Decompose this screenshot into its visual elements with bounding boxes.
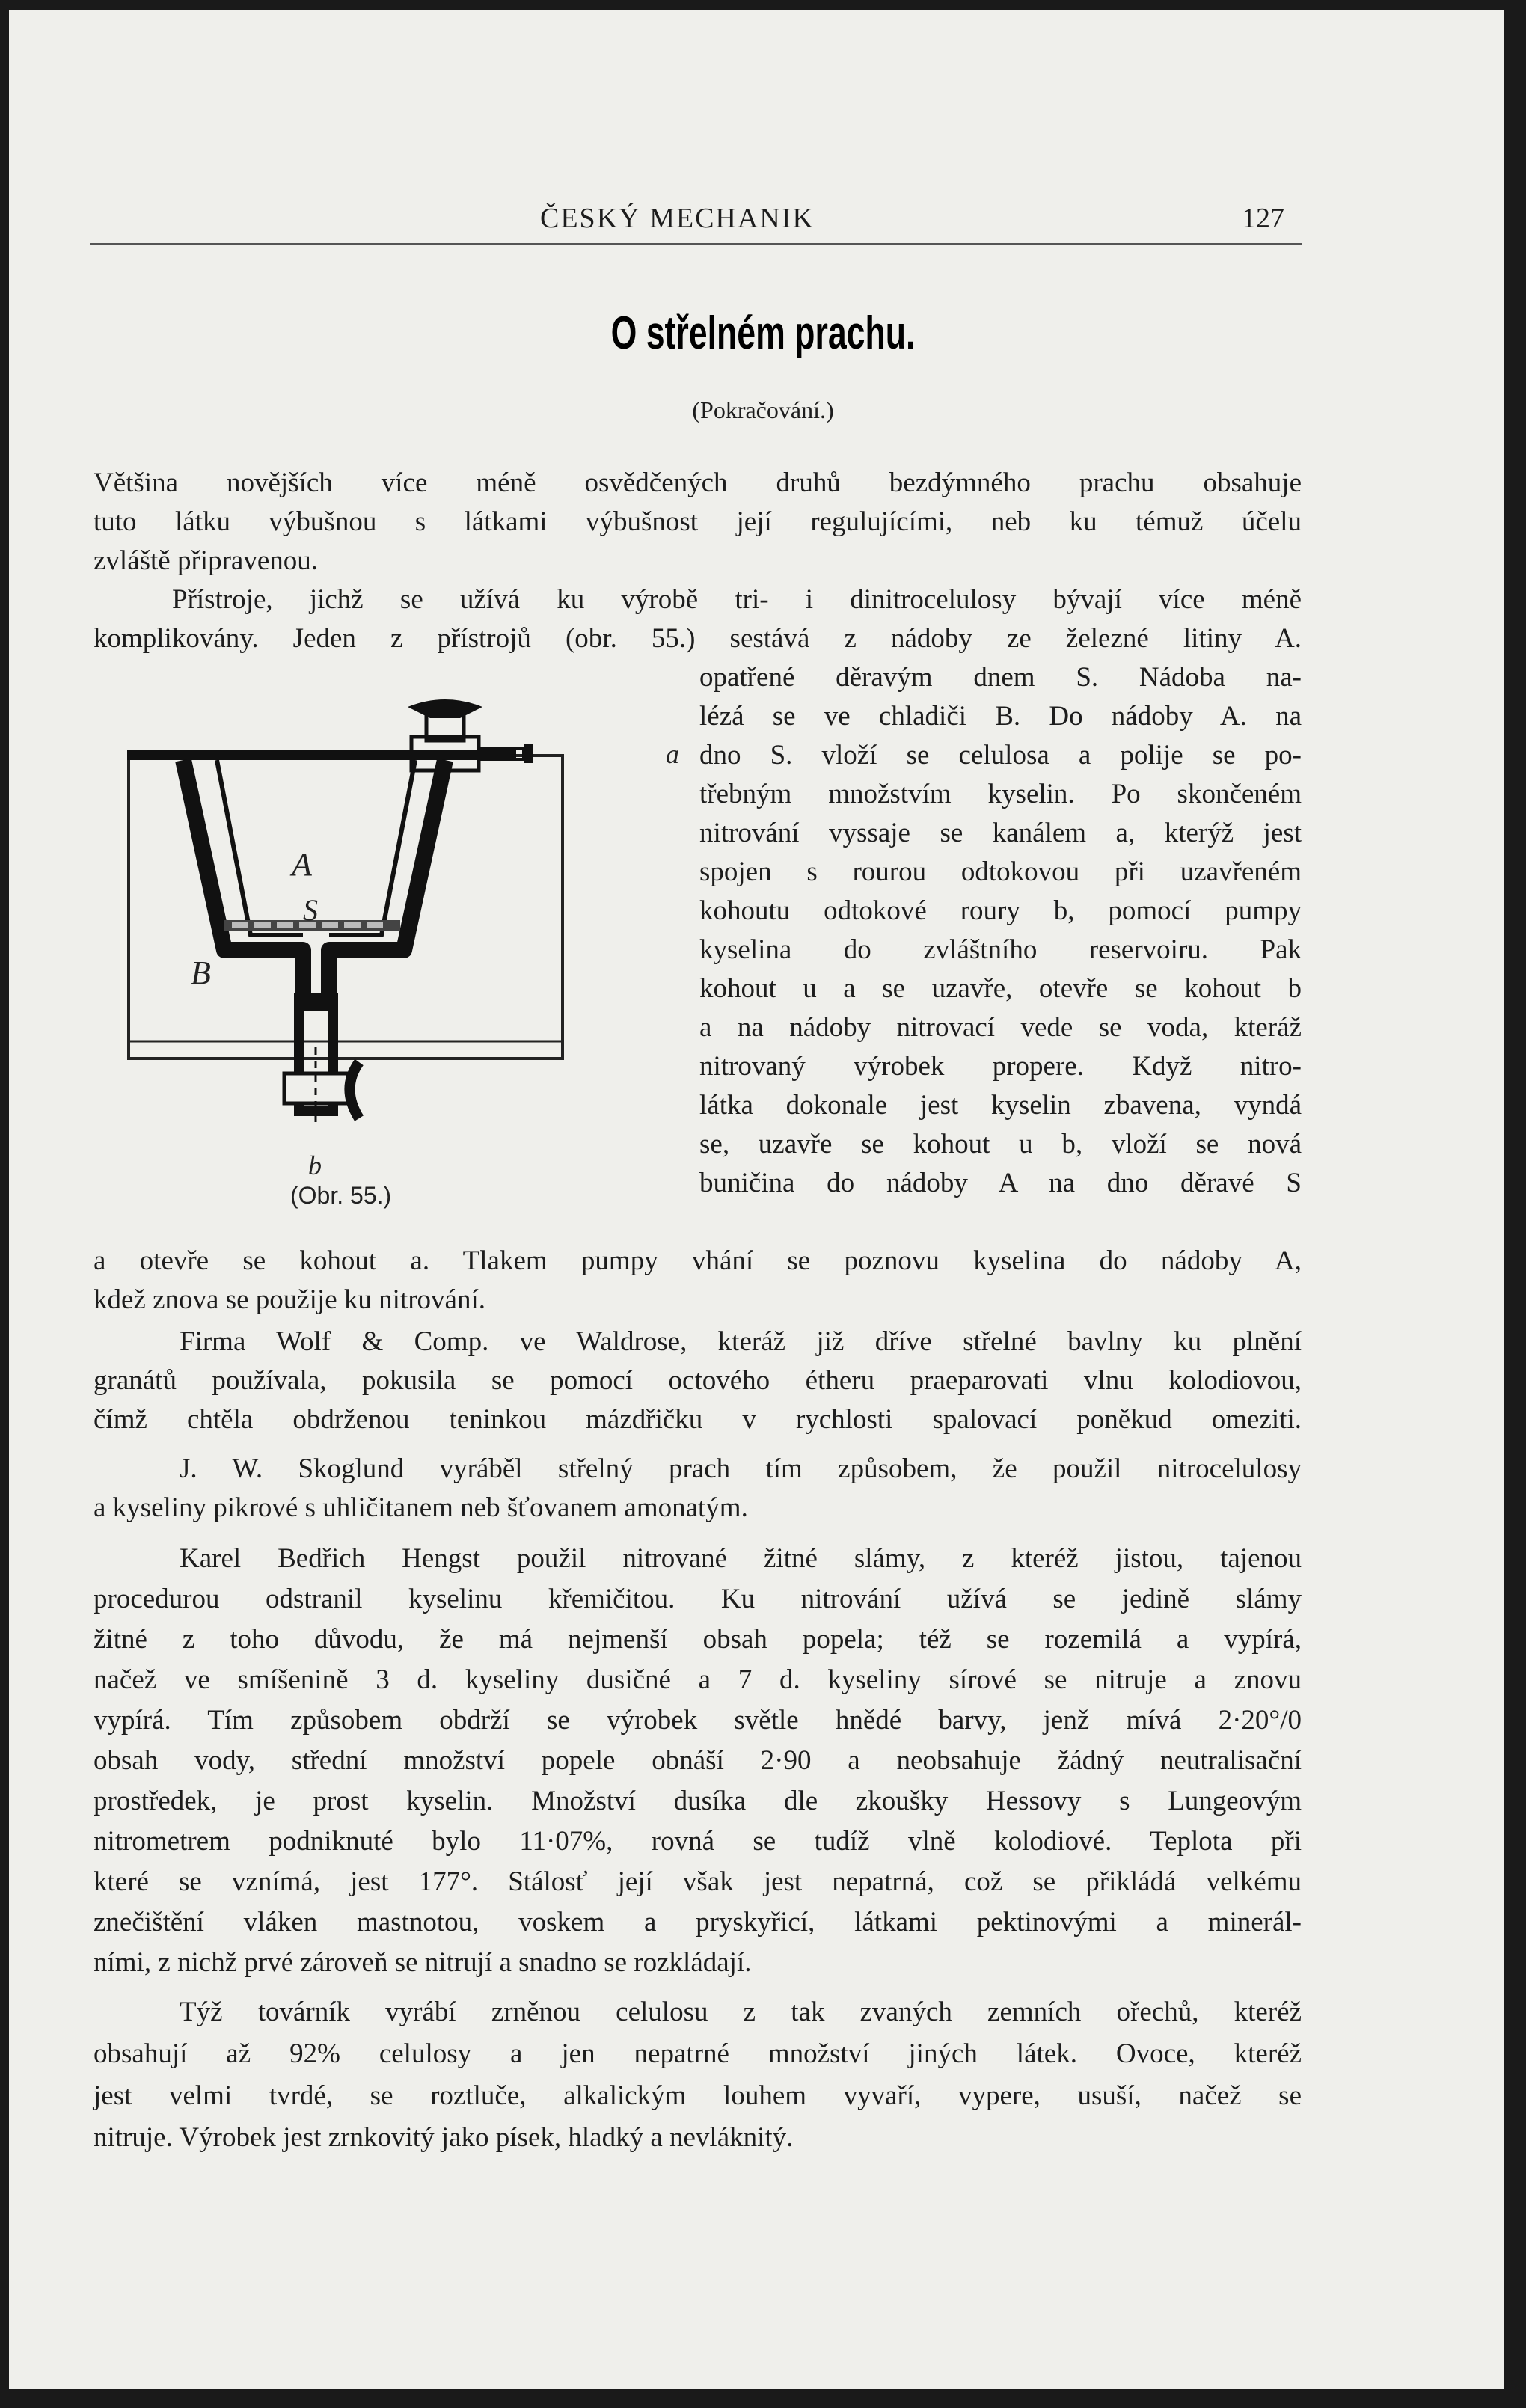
text-line: tuto látku výbušnou s látkami výbušnost její regulujícími, neb ku témuž účelu bbox=[94, 506, 1302, 537]
text-line: obsah vody, střední množství popele obnáší 2·90 a neobsahuje žádný neutralisační bbox=[94, 1745, 1302, 1776]
figure-caption: (Obr. 55.) bbox=[290, 1182, 392, 1209]
text-line: Firma Wolf & Comp. ve Waldrose, kteráž již dříve střelné bavlny ku plnění bbox=[180, 1326, 1302, 1357]
header-rule bbox=[90, 243, 1302, 245]
text-line: nitrometrem podniknuté bylo 11·07%, rovná se tudíž vlně kolodiové. Teplota při bbox=[94, 1826, 1302, 1857]
label-a-channel: a bbox=[666, 739, 679, 769]
text-line: nitruje. Výrobek jest zrnkovitý jako písek, hladký a nevláknitý. bbox=[94, 2122, 794, 2153]
text-line: ními, z nichž prvé zároveň se nitrují a snadno se rozkládají. bbox=[94, 1947, 752, 1978]
text-line: J. W. Skoglund vyráběl střelný prach tím způsobem, že použil nitrocelulosy bbox=[180, 1453, 1302, 1484]
text-line: dno S. vloží se celulosa a polije se po- bbox=[699, 740, 1302, 771]
text-line: znečištění vláken mastnotou, voskem a pryskyřicí, látkami pektinovými a minerál- bbox=[94, 1907, 1302, 1937]
text-line: buničina do nádoby A na dno děravé S bbox=[699, 1168, 1302, 1198]
text-line: granátů používala, pokusila se pomocí octového étheru praeparovati vlnu kolodiovou, bbox=[94, 1365, 1302, 1396]
text-line: spojen s rourou odtokovou při uzavřeném bbox=[699, 857, 1302, 887]
text-line: procedurou odstranil kyselinu křemičitou. Ku nitrování užívá se jedině slámy bbox=[94, 1584, 1302, 1614]
page-number: 127 bbox=[1242, 203, 1284, 234]
text-line: jest velmi tvrdé, se roztluče, alkalickým louhem vyvaří, vypere, usuší, načež se bbox=[94, 2080, 1302, 2111]
article-subtitle: (Pokračování.) bbox=[692, 396, 834, 423]
text-line: a otevře se kohout a. Tlakem pumpy vhání se poznovu kyselina do nádoby A, bbox=[94, 1246, 1302, 1276]
label-b-cooler: B bbox=[191, 955, 211, 991]
label-a-vessel: A bbox=[292, 846, 312, 883]
text-line: prostředek, je prost kyselin. Množství dusíka dle zkoušky Hessovy s Lungeovým bbox=[94, 1786, 1302, 1816]
text-line: se, uzavře se kohout u b, vloží se nová bbox=[699, 1129, 1302, 1159]
cock-b-handle bbox=[350, 1062, 360, 1118]
cock-a-handle bbox=[408, 699, 482, 718]
label-s-bottom: S bbox=[303, 893, 318, 927]
text-line: látka dokonale jest kyselin zbavena, vyndá bbox=[699, 1090, 1302, 1121]
text-line: a kyseliny pikrové s uhličitanem neb šťovanem amonatým. bbox=[94, 1492, 748, 1523]
apparatus-figure bbox=[112, 696, 696, 1234]
text-line: obsahují až 92% celulosy a jen nepatrné množství jiných látek. Ovoce, kteréž bbox=[94, 2038, 1302, 2069]
channel-a-end bbox=[524, 744, 533, 763]
text-line: vypírá. Tím způsobem obdrží se výrobek světle hnědé barvy, jenž mívá 2·20°/0 bbox=[94, 1705, 1302, 1735]
text-line: Karel Bedřich Hengst použil nitrované žitné slámy, z kteréž jistou, tajenou bbox=[180, 1543, 1302, 1574]
text-line: lézá se ve chladiči B. Do nádoby A. na bbox=[699, 701, 1302, 732]
text-line: žitné z toho důvodu, že má nejmenší obsah popela; též se rozemilá a vypírá, bbox=[94, 1624, 1302, 1655]
text-line: komplikovány. Jeden z přístrojů (obr. 55.) sestává z nádoby ze železné litiny A. bbox=[94, 623, 1302, 654]
text-line: kdež znova se použije ku nitrování. bbox=[94, 1284, 485, 1315]
text-line: čímž chtěla obdrženou teninkou mázdřičku v rychlosti spalovací poněkud omeziti. bbox=[94, 1404, 1302, 1435]
text-line: kohoutu odtokové roury b, pomocí pumpy bbox=[699, 895, 1302, 926]
text-line: Týž továrník vyrábí zrněnou celulosu z tak zvaných zemních ořechů, kteréž bbox=[180, 1997, 1302, 2027]
text-line: kyselina do zvláštního reservoiru. Pak bbox=[699, 934, 1302, 965]
label-b-cock: b bbox=[308, 1151, 322, 1180]
text-line: Přístroje, jichž se užívá ku výrobě tri- i dinitrocelulosy bývají více méně bbox=[172, 584, 1302, 615]
text-line: Většina novějších více méně osvědčených druhů bezdýmného prachu obsahuje bbox=[94, 468, 1302, 498]
text-line: nitrovaný výrobek propere. Když nitro- bbox=[699, 1051, 1302, 1082]
text-line: opatřené děravým dnem S. Nádoba na- bbox=[699, 662, 1302, 693]
text-line: a na nádoby nitrovací vede se voda, kteráž bbox=[699, 1012, 1302, 1043]
text-line: zvláště připravenou. bbox=[94, 545, 318, 576]
text-line: nitrování vyssaje se kanálem a, kterýž jest bbox=[699, 818, 1302, 848]
text-line: které se vznímá, jest 177°. Stálosť její však jest nepatrná, což se přikládá velkému bbox=[94, 1866, 1302, 1897]
text-line: kohout u a se uzavře, otevře se kohout b bbox=[699, 973, 1302, 1004]
article-title: O střelném prachu. bbox=[610, 307, 916, 359]
text-line: načež ve smíšenině 3 d. kyseliny dusičné a 7 d. kyseliny sírové se nitruje a znovu bbox=[94, 1664, 1302, 1695]
vessel-rim bbox=[127, 750, 516, 760]
running-head: ČESKÝ MECHANIK bbox=[540, 203, 815, 234]
text-line: třebným množstvím kyselin. Po skončeném bbox=[699, 779, 1302, 809]
